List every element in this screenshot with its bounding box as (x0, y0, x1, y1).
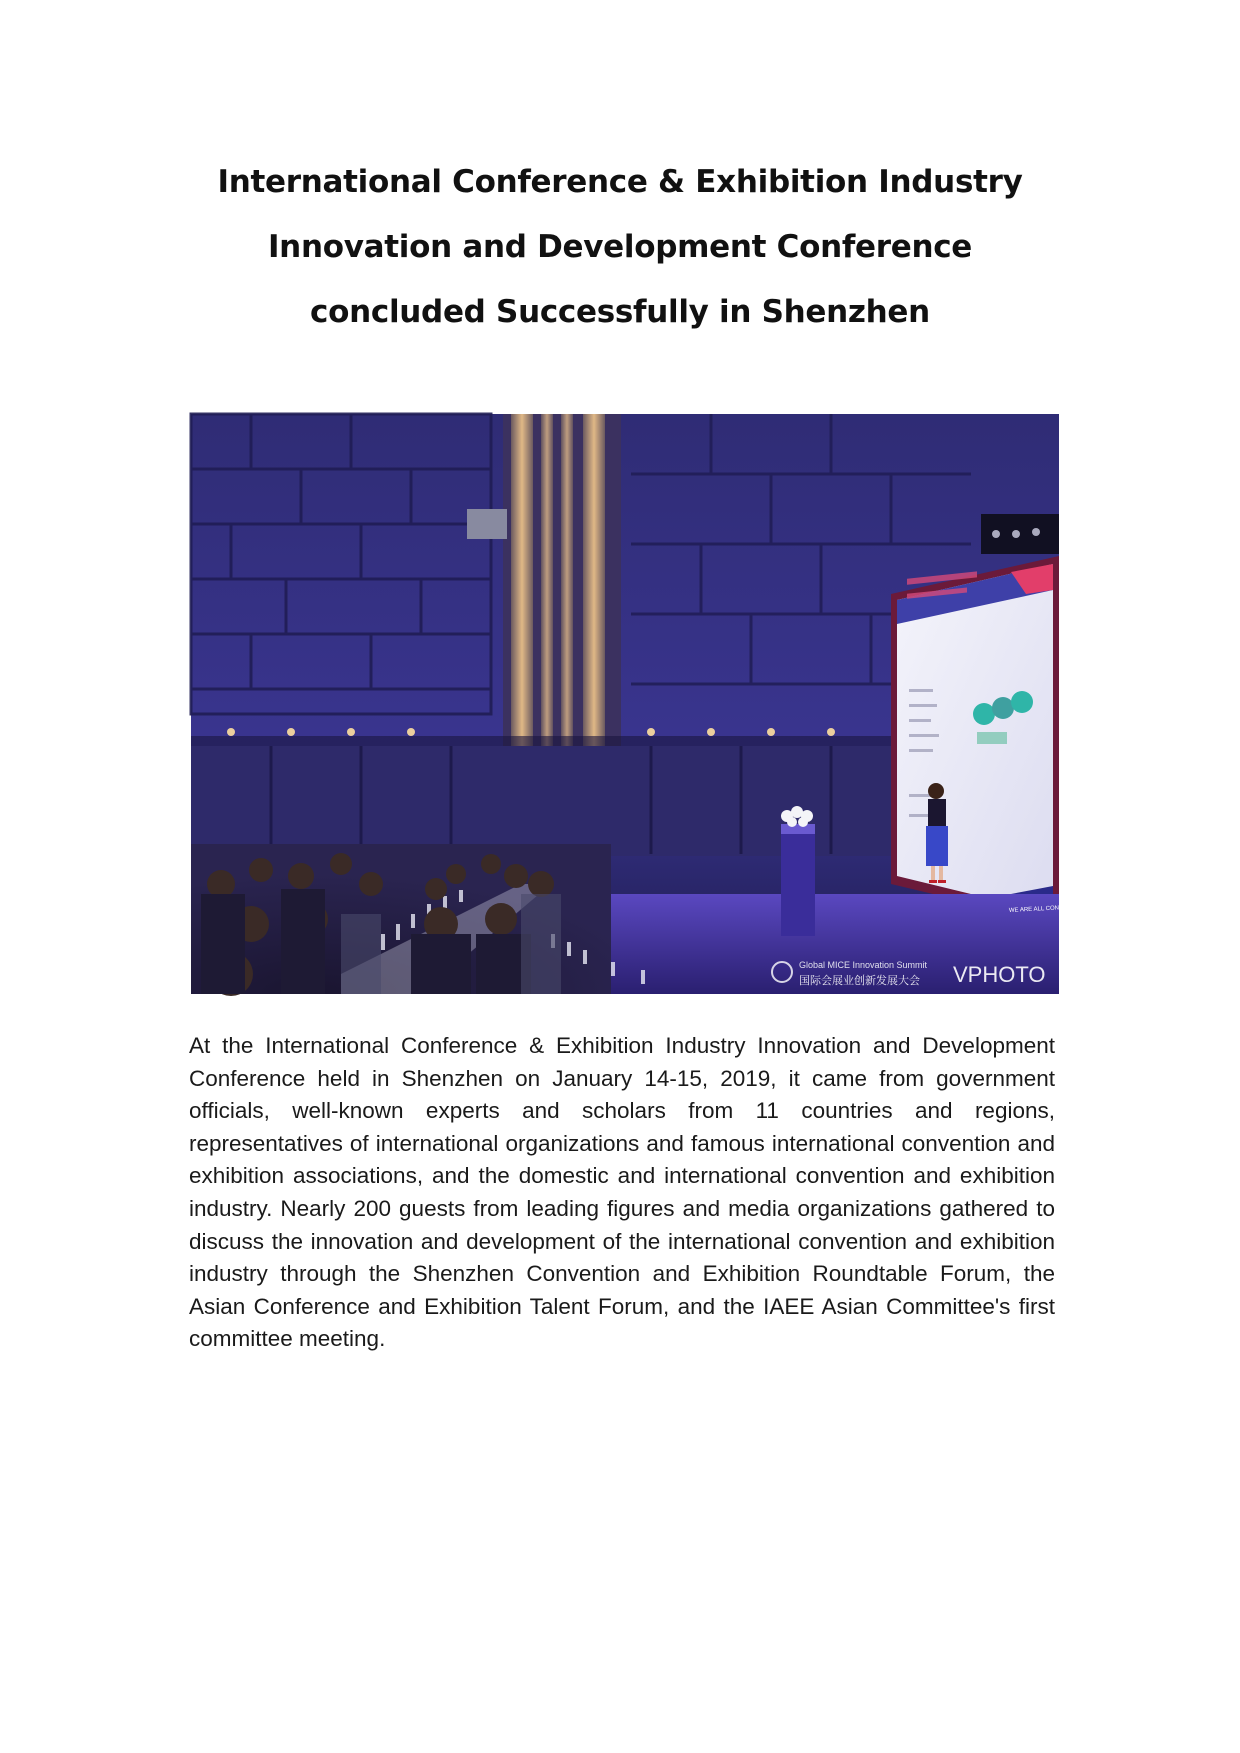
title-line-2: Innovation and Development Conference (267, 229, 973, 265)
screen-caption-cn: 国际会展业创新发展大会 (799, 974, 920, 987)
slide-banner-text: WE ARE ALL CONNECTED (1008, 904, 1084, 914)
document-title (150, 150, 1090, 345)
body-paragraph: At the International Conference & Exhibition Industry Innovation and Development Conference held in Shenzhen on January 14-15, 2019, it came from government officials, well-known experts and scholars from 11 countries and regions, representatives of international organizations and famous international convention and exhibition associations, and the domestic and international convention and exhibition industry. Nearly 200 guests from leading figures and media organizations gathered to discuss the innovation and development of the international convention and exhibition industry through the Shenzhen Convention and Exhibition Roundtable Forum, the Asian Conference and Exhibition Talent Forum, and the IAEE Asian Committee's first committee meeting. (189, 1033, 1055, 1352)
title-line-3: concluded Successfully in Shenzhen (310, 294, 930, 330)
screen-caption-en: Global MICE Innovation Summit (799, 960, 928, 970)
vphoto-watermark: VPHOTO (953, 962, 1046, 987)
conference-hall-image (191, 414, 1084, 994)
conference-photo (191, 414, 1084, 994)
title-line-1: International Conference & Exhibition Industry (217, 164, 1023, 200)
